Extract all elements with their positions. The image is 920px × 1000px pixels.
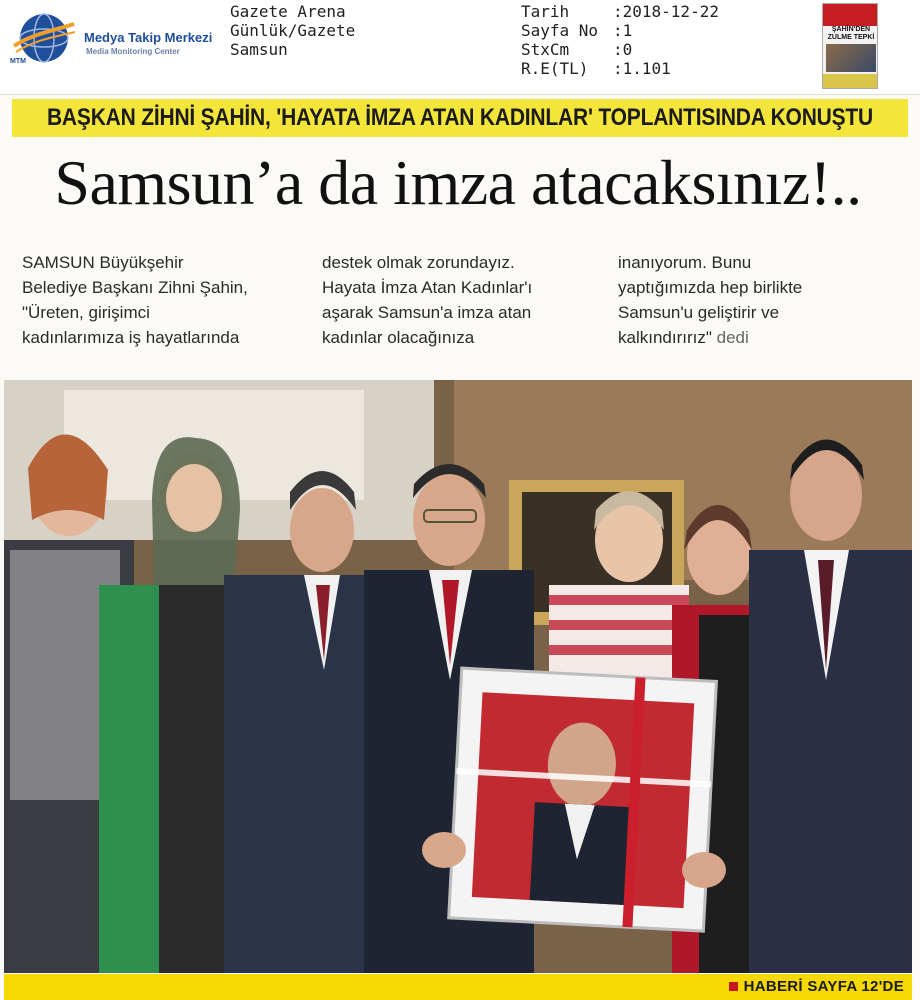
- article-body: [22, 250, 902, 370]
- article-column-2: [322, 250, 532, 350]
- body-line: Belediye Başkanı Zihni Şahin,: [22, 278, 248, 297]
- logo-abbreviation: MTM: [10, 58, 26, 65]
- body-line: aşarak Samsun'a imza atan: [322, 303, 532, 322]
- meta-row-date: [521, 2, 719, 21]
- attribution-word: dedi: [716, 328, 749, 347]
- continued-text: HABERİ SAYFA 12'DE: [743, 978, 904, 995]
- thumbnail-footer: [823, 74, 877, 88]
- body-line: destek olmak zorundayız.: [322, 253, 515, 272]
- body-line: kadınlarımıza iş hayatlarında: [22, 328, 240, 347]
- monitoring-header: [0, 0, 920, 90]
- source-info: [230, 2, 355, 59]
- article-footer: [4, 974, 912, 1000]
- publication-city: Samsun: [230, 40, 288, 59]
- square-bullet-icon: [729, 982, 738, 991]
- meta-row-ad-value: [521, 59, 719, 78]
- meta-row-page: [521, 21, 719, 40]
- meta-value: :1: [613, 21, 633, 40]
- group-photo-icon: [4, 380, 912, 973]
- meta-key: Sayfa No: [521, 21, 599, 40]
- continued-on-page[interactable]: [729, 978, 904, 995]
- logo-subtitle: Media Monitoring Center: [86, 47, 180, 56]
- body-line: [618, 325, 802, 350]
- quote-end: kalkındırırız": [618, 328, 712, 347]
- meta-key: StxCm: [521, 40, 570, 59]
- logo-title: Medya Takip Merkezi: [84, 30, 213, 45]
- meta-key: R.E(TL): [521, 59, 589, 78]
- meta-value: :0: [613, 40, 633, 59]
- body-line: kadınlar olacağınıza: [322, 328, 475, 347]
- body-line: "Üreten, girişimci: [22, 303, 150, 322]
- article-headline: Samsun’a da imza atacaksınız!..: [54, 147, 862, 218]
- kicker-text: BAŞKAN ZİHNİ ŞAHİN, 'HAYATA İMZA ATAN KADINLAR' TOPLANTISINDA KONUŞTU: [46, 104, 874, 131]
- thumbnail-image: [826, 44, 876, 72]
- body-line: Hayata İmza Atan Kadınlar'ı: [322, 278, 533, 297]
- article-photo: [4, 380, 912, 973]
- body-line: yaptığımızda hep birlikte: [618, 278, 803, 297]
- meta-row-stxcm: [521, 40, 719, 59]
- meta-value: :2018-12-22: [613, 2, 719, 21]
- thumbnail-headline: ŞAHİN'DEN ZULME TEPKİ: [827, 26, 875, 41]
- article-column-3: [618, 250, 802, 350]
- thumbnail-masthead: [823, 4, 877, 26]
- publication-frequency: Günlük/Gazete: [230, 21, 356, 40]
- body-line: SAMSUN Büyükşehir: [22, 253, 184, 272]
- article-kicker: [12, 99, 908, 137]
- article-column-1: [22, 250, 248, 350]
- front-page-thumbnail[interactable]: [822, 3, 878, 89]
- clipping-meta: [521, 2, 719, 78]
- meta-value: :1.101: [613, 59, 671, 78]
- mtm-logo: [4, 6, 229, 68]
- body-line: inanıyorum. Bunu: [618, 253, 752, 272]
- meta-key: Tarih: [521, 2, 570, 21]
- publication-name: Gazete Arena: [230, 2, 346, 21]
- body-line: Samsun'u geliştirir ve: [618, 303, 780, 322]
- newspaper-clipping: [0, 94, 920, 1000]
